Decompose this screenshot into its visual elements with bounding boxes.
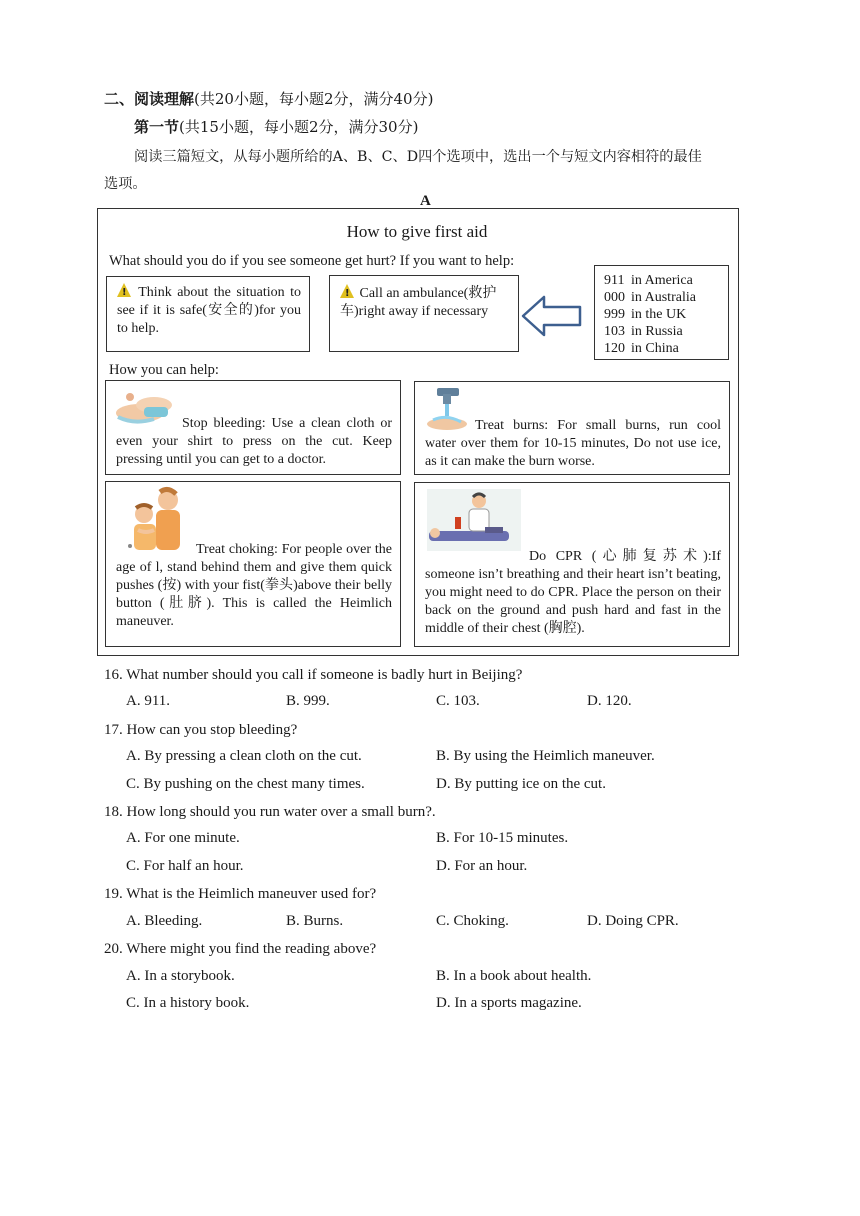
passage-title: How to give first aid: [346, 222, 488, 241]
burns-text: Treat burns: For small burns, run cool water over them for 10-15 minutes, Do not use ice, as it can make the burn worse.: [425, 418, 721, 469]
part-note: (共15小题，每小题2分，满分30分): [179, 118, 419, 136]
cpr-box: [414, 482, 730, 647]
section-title: 二、阅读理解: [104, 90, 195, 108]
q16-option-d[interactable]: D. 120.: [587, 693, 632, 709]
number-row: 103 in Russia: [604, 324, 683, 339]
q18-option-c[interactable]: C. For half an hour.: [126, 858, 244, 874]
burns-box: [414, 381, 730, 475]
q19-option-c[interactable]: C. Choking.: [436, 913, 509, 929]
q20-option-c[interactable]: C. In a history book.: [126, 995, 250, 1011]
q17-option-d[interactable]: D. By putting ice on the cut.: [436, 776, 606, 792]
q17-option-c[interactable]: C. By pushing on the chest many times.: [126, 776, 365, 792]
cpr-scene-icon: [425, 487, 523, 553]
passage-question: What should you do if you see someone get hurt? If you want to help:: [109, 253, 515, 269]
bleeding-box: [105, 380, 401, 475]
number-row: 000 in Australia: [604, 290, 696, 305]
q20-option-b[interactable]: B. In a book about health.: [436, 968, 592, 984]
cpr-text: Do CPR (心肺复苏术):If someone isn’t breathing and their heart isn’t beating, you might need to do CPR. Place the person on their back on the ground and push hard and fast in the middle of their chest (胸腔).: [425, 549, 721, 636]
question-20: 20. Where might you find the reading above?: [104, 941, 377, 957]
question-19: 19. What is the Heimlich maneuver used for?: [104, 886, 377, 902]
q20-option-d[interactable]: D. In a sports magazine.: [436, 995, 582, 1011]
bleeding-text: Stop bleeding: Use a clean cloth or even your shirt to press on the cut. Keep pressing until you can get to a doctor.: [116, 416, 392, 467]
step-ambulance-text: ! Call an ambulance(救护车)right away if necessary: [340, 284, 508, 321]
section-note: (共20小题，每小题2分，满分40分): [194, 90, 434, 108]
question-17: 17. How can you stop bleeding?: [104, 722, 298, 738]
part-heading: [134, 118, 418, 136]
q17-option-a[interactable]: A. By pressing a clean cloth on the cut.: [126, 748, 362, 764]
q16-option-a[interactable]: A. 911.: [126, 693, 171, 709]
q18-option-b[interactable]: B. For 10-15 minutes.: [436, 830, 569, 846]
emergency-numbers-box: [594, 265, 729, 360]
step-safety-text: ! Think about the situation to see if it is safe(安全的)for you to help.: [117, 283, 301, 338]
number-row: 999 in the UK: [604, 307, 687, 322]
step-ambulance-box: [329, 275, 519, 352]
q16-option-c[interactable]: C. 103.: [436, 693, 480, 709]
q18-option-a[interactable]: A. For one minute.: [126, 830, 240, 846]
q16-option-b[interactable]: B. 999.: [286, 693, 330, 709]
warning-icon: [340, 284, 354, 298]
how-label: How you can help:: [109, 362, 219, 378]
choking-box: [105, 481, 401, 647]
warning-icon: [117, 283, 131, 297]
q17-option-b[interactable]: B. By using the Heimlich maneuver.: [436, 748, 655, 764]
q20-option-a[interactable]: A. In a storybook.: [126, 968, 235, 984]
q19-option-a[interactable]: A. Bleeding.: [126, 913, 203, 929]
emergency-numbers-table: [604, 272, 702, 357]
question-16: 16. What number should you call if someone is badly hurt in Beijing?: [104, 667, 523, 683]
instruction-line-2: 选项。: [104, 176, 147, 192]
instruction-line-1: 阅读三篇短文，从每小题所给的A、B、C、D四个选项中，选出一个与短文内容相符的最佳: [134, 149, 702, 165]
arrow-left-icon: [520, 294, 584, 338]
section-heading: [104, 90, 433, 108]
part-title: 第一节: [134, 118, 180, 136]
choking-text: Treat choking: For people over the age of l, stand behind them and give them quick pushes (按) with your fist(拳头)above their belly button (肚脐). This is called the Heimlich maneuver.: [116, 542, 392, 629]
step-safety-box: [106, 276, 310, 352]
question-18: 18. How long should you run water over a small burn?.: [104, 804, 436, 820]
q19-option-d[interactable]: D. Doing CPR.: [587, 913, 679, 929]
q18-option-d[interactable]: D. For an hour.: [436, 858, 528, 874]
number-row: 120 in China: [604, 341, 679, 356]
q19-option-b[interactable]: B. Burns.: [286, 913, 344, 929]
passage-letter: A: [420, 193, 431, 209]
number-row: 911 in America: [604, 273, 693, 288]
